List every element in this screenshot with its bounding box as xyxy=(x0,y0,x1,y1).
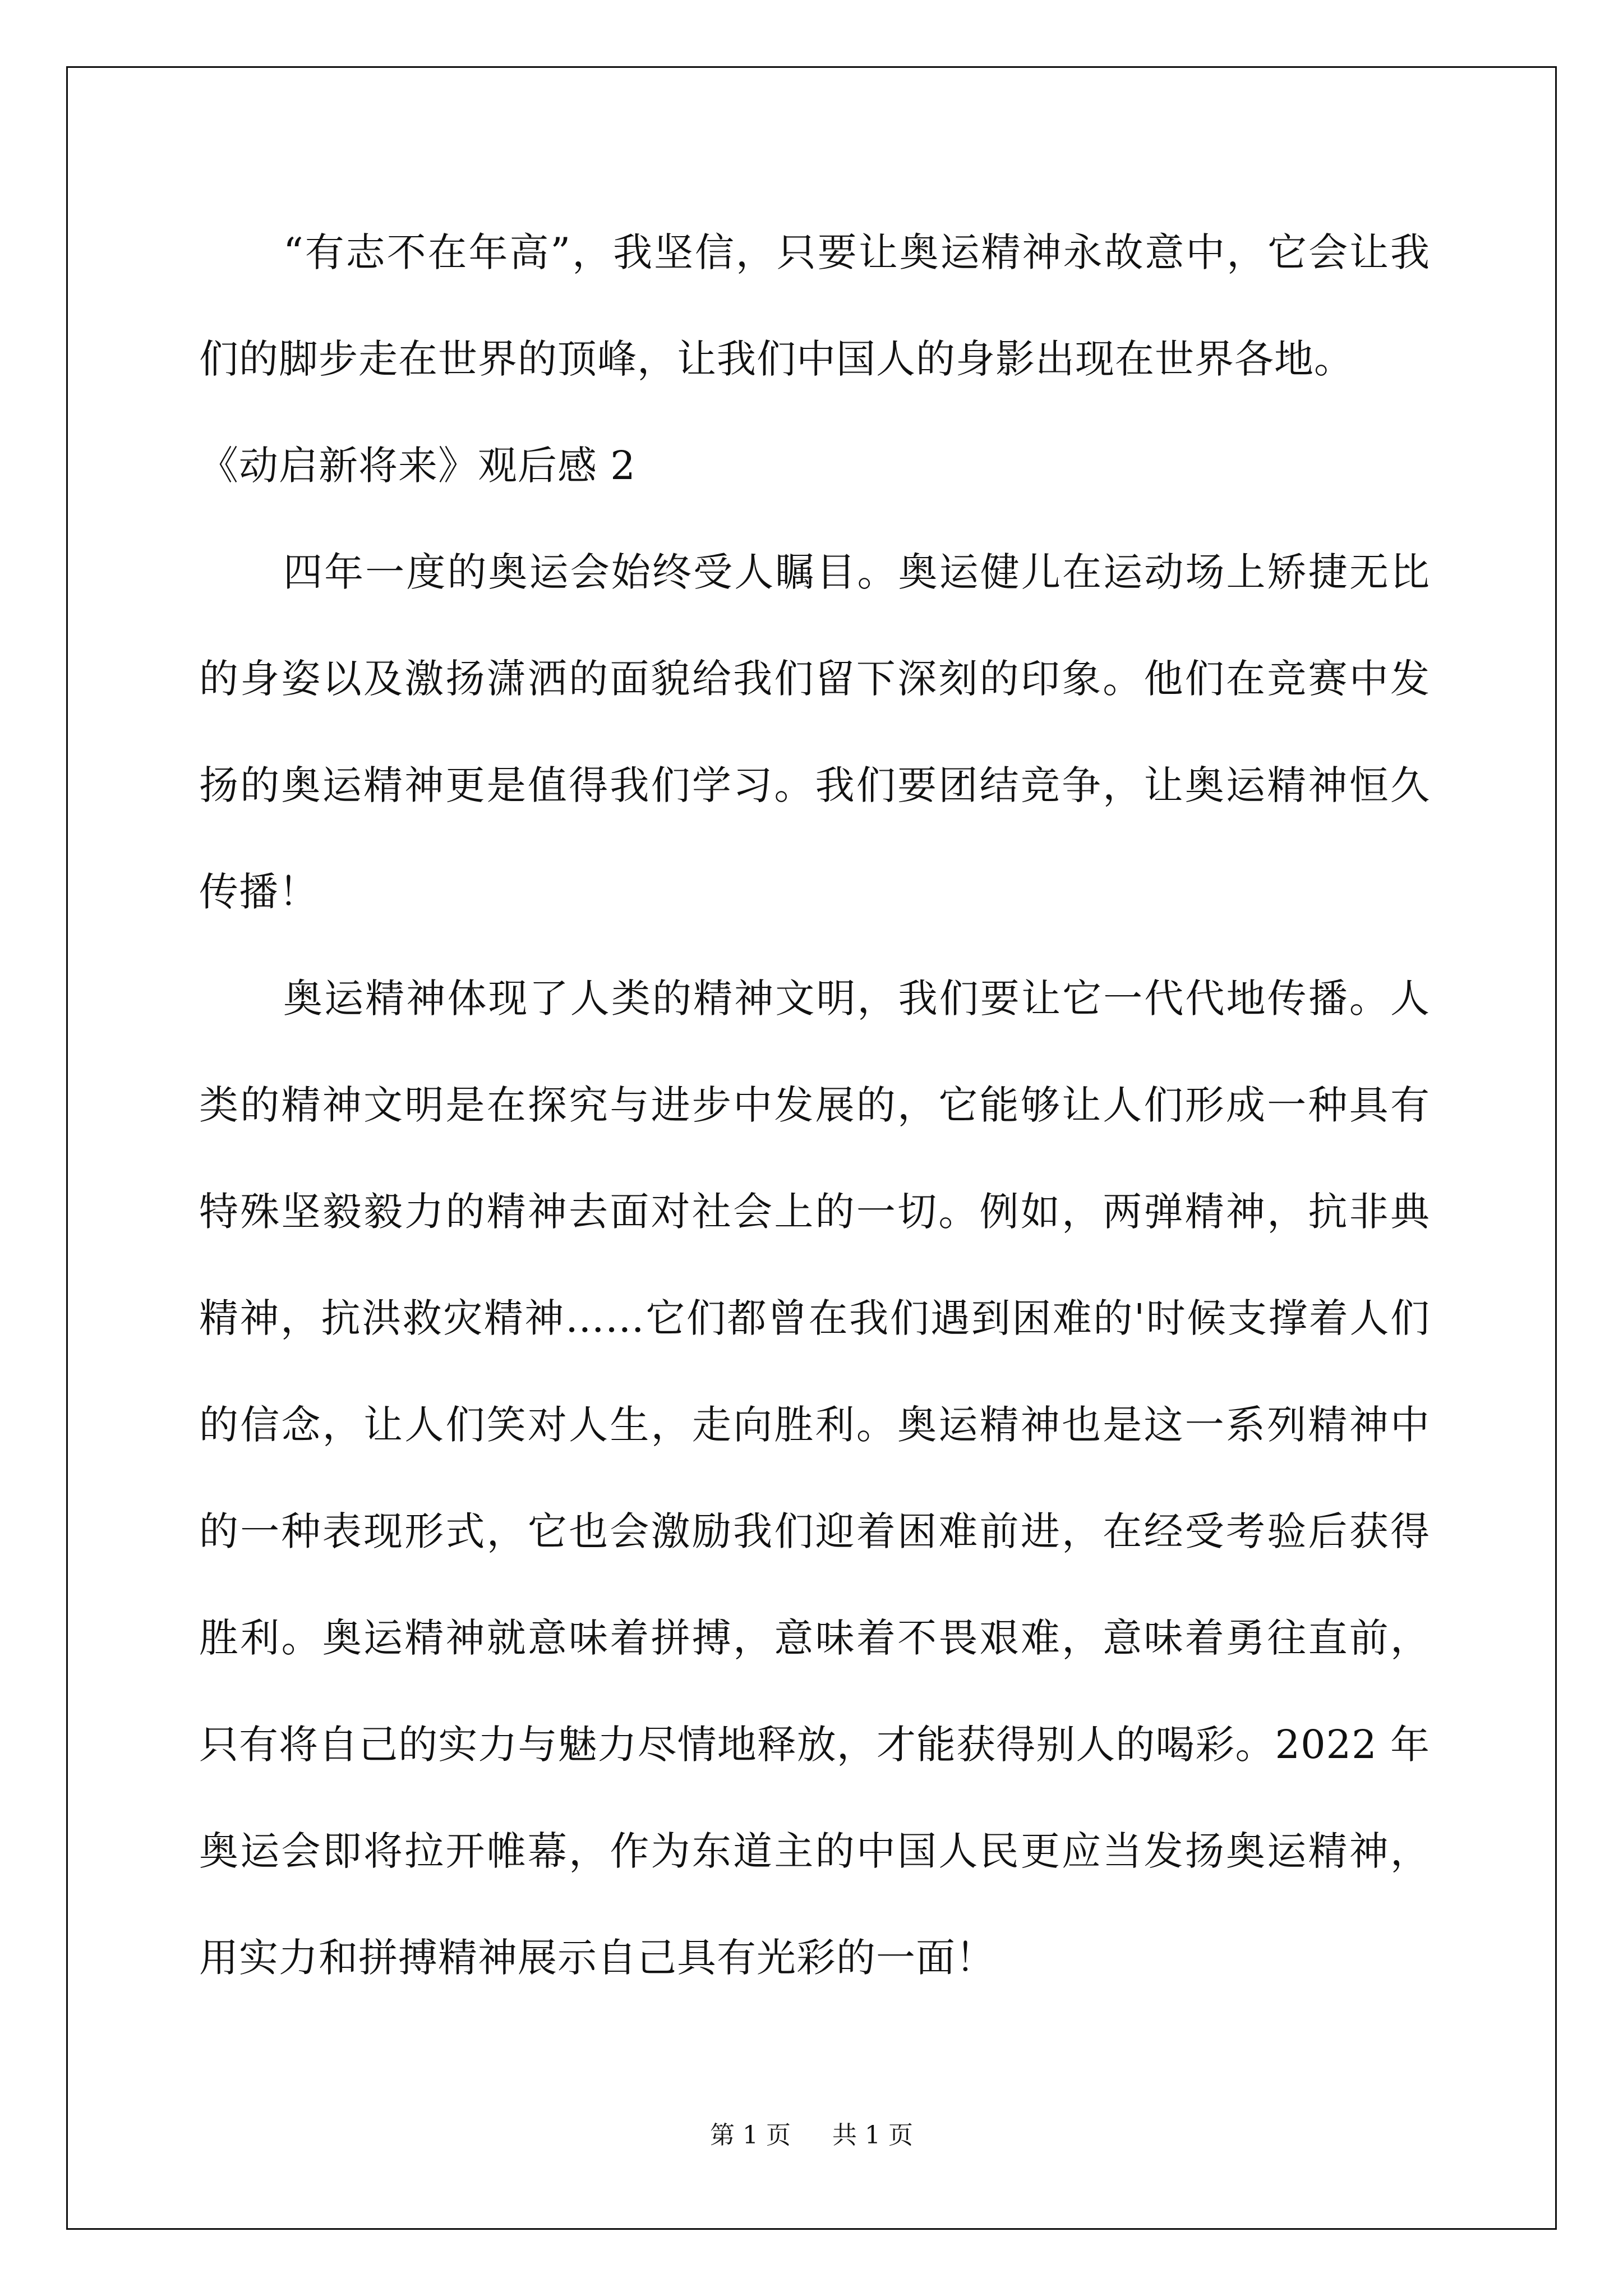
section-heading: 《动启新将来》观后感 2 xyxy=(199,443,636,489)
paragraph-3: 奥运精神体现了人类的精神文明，我们要让它一代代地传播。人类的精神文明是在探究与进步中发展的，它能够让人们形成一种具有特殊坚毅毅力的精神去面对社会上的一切。例如，两弹精神，抗非典精神，抗洪救灾精神……它们都曾在我们遇到困难的'时候支撑着人们的信念，让人们笑对人生，走向胜利。奥运精神也是这一系列精神中的一种表现形式，它也会激励我们迎着困难前进，在经受考验后获得胜利。奥运精神就意味着拼搏，意味着不畏艰难，意味着勇往直前，只有将自己的实力与魅力尽情地释放，才能获得别人的喝彩。2022 年奥运会即将拉开帷幕，作为东道主的中国人民更应当发扬奥运精神，用实力和拼搏精神展示自己具有光彩的一面！ xyxy=(199,976,1430,1981)
paragraph-2: 四年一度的奥运会始终受人瞩目。奥运健儿在运动场上矫捷无比的身姿以及激扬潇洒的面貌给我们留下深刻的印象。他们在竞赛中发扬的奥运精神更是值得我们学习。我们要团结竞争，让奥运精神恒久传播！ xyxy=(199,549,1430,915)
paragraph-1: “有志不在年高”，我坚信，只要让奥运精神永故意中，它会让我们的脚步走在世界的顶峰，让我们中国人的身影出现在世界各地。 xyxy=(199,229,1430,382)
page-number: 第 1 页 xyxy=(710,2121,791,2150)
document-body xyxy=(199,199,1430,2011)
page-footer xyxy=(0,2115,1623,2151)
page-total: 共 1 页 xyxy=(832,2121,913,2150)
